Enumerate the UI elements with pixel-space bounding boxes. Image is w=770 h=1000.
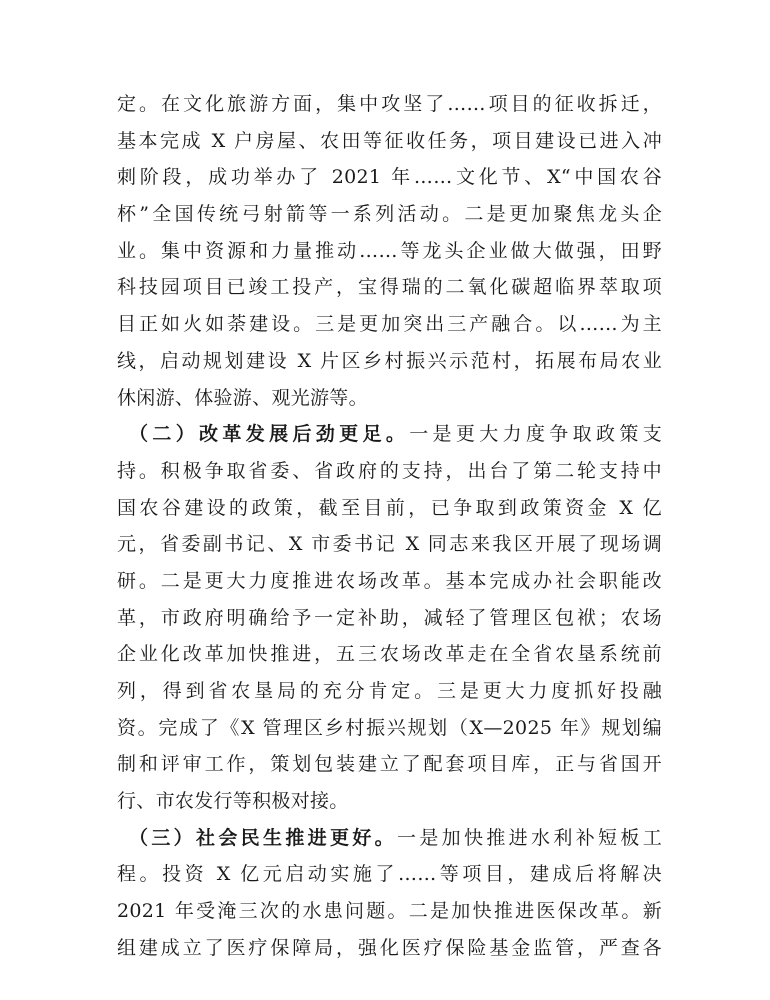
text-line: 组建成立了医疗保障局，强化医疗保险基金监管，严查各	[117, 936, 662, 959]
text-line: 研。二是更大力度推进农场改革。基本完成办社会职能改	[117, 569, 662, 592]
text-line: 杯”全国传统弓射箭等一系列活动。二是更加聚焦龙头企	[117, 203, 662, 226]
text-line: 定。在文化旅游方面，集中攻坚了……项目的征收拆迁，	[117, 93, 662, 115]
text-line: 程。投资 X 亿元启动实施了……等项目，建成后将解决	[117, 863, 662, 886]
text-line: 2021 年受淹三次的水患问题。二是加快推进医保改革。新	[117, 900, 662, 923]
text-line: 列，得到省农垦局的充分肯定。三是更大力度抓好投融	[117, 680, 662, 702]
text-line: 企业化改革加快推进，五三农场改革走在全省农垦系统前	[117, 643, 662, 666]
text-line: 科技园项目已竣工投产，宝得瑞的二氧化碳超临界萃取项	[117, 276, 662, 299]
text-line: 休闲游、体验游、观光游等。	[117, 386, 368, 409]
section-heading-line	[117, 416, 662, 453]
text-line: 业。集中资源和力量推动……等龙头企业做大做强，田野	[117, 239, 662, 262]
section-heading-rest: 一是加快推进水利补短板工	[397, 826, 662, 849]
section-heading-rest: 一是更大力度争取政策支	[409, 423, 662, 446]
text-line: 制和评审工作，策划包装建立了配套项目库，正与省国开	[117, 753, 662, 776]
text-line: 目正如火如荼建设。三是更加突出三产融合。以……为主	[117, 313, 662, 336]
text-line: 元，省委副书记、X 市委书记 X 同志来我区开展了现场调	[117, 533, 662, 556]
text-line: 刺阶段，成功举办了 2021 年……文化节、X“中国农谷	[117, 166, 662, 189]
text-line: 基本完成 X 户房屋、农田等征收任务，项目建设已进入冲	[117, 129, 662, 152]
document-body	[117, 86, 662, 967]
section-heading: （二）改革发展后劲更足。	[129, 423, 410, 446]
text-line: 国农谷建设的政策，截至目前，已争取到政策资金 X 亿	[117, 496, 662, 519]
text-line: 持。积极争取省委、省政府的支持，出台了第二轮支持中	[117, 459, 662, 482]
text-line: 资。完成了《X 管理区乡村振兴规划（X—2025 年》规划编	[117, 716, 662, 739]
text-line: 线，启动规划建设 X 片区乡村振兴示范村，拓展布局农业	[117, 349, 662, 372]
text-line: 革，市政府明确给予一定补助，减轻了管理区包袱；农场	[117, 606, 662, 629]
section-heading: （三）社会民生推进更好。	[129, 826, 398, 849]
section-heading-line	[117, 820, 662, 857]
text-line: 行、市农发行等积极对接。	[117, 790, 349, 813]
